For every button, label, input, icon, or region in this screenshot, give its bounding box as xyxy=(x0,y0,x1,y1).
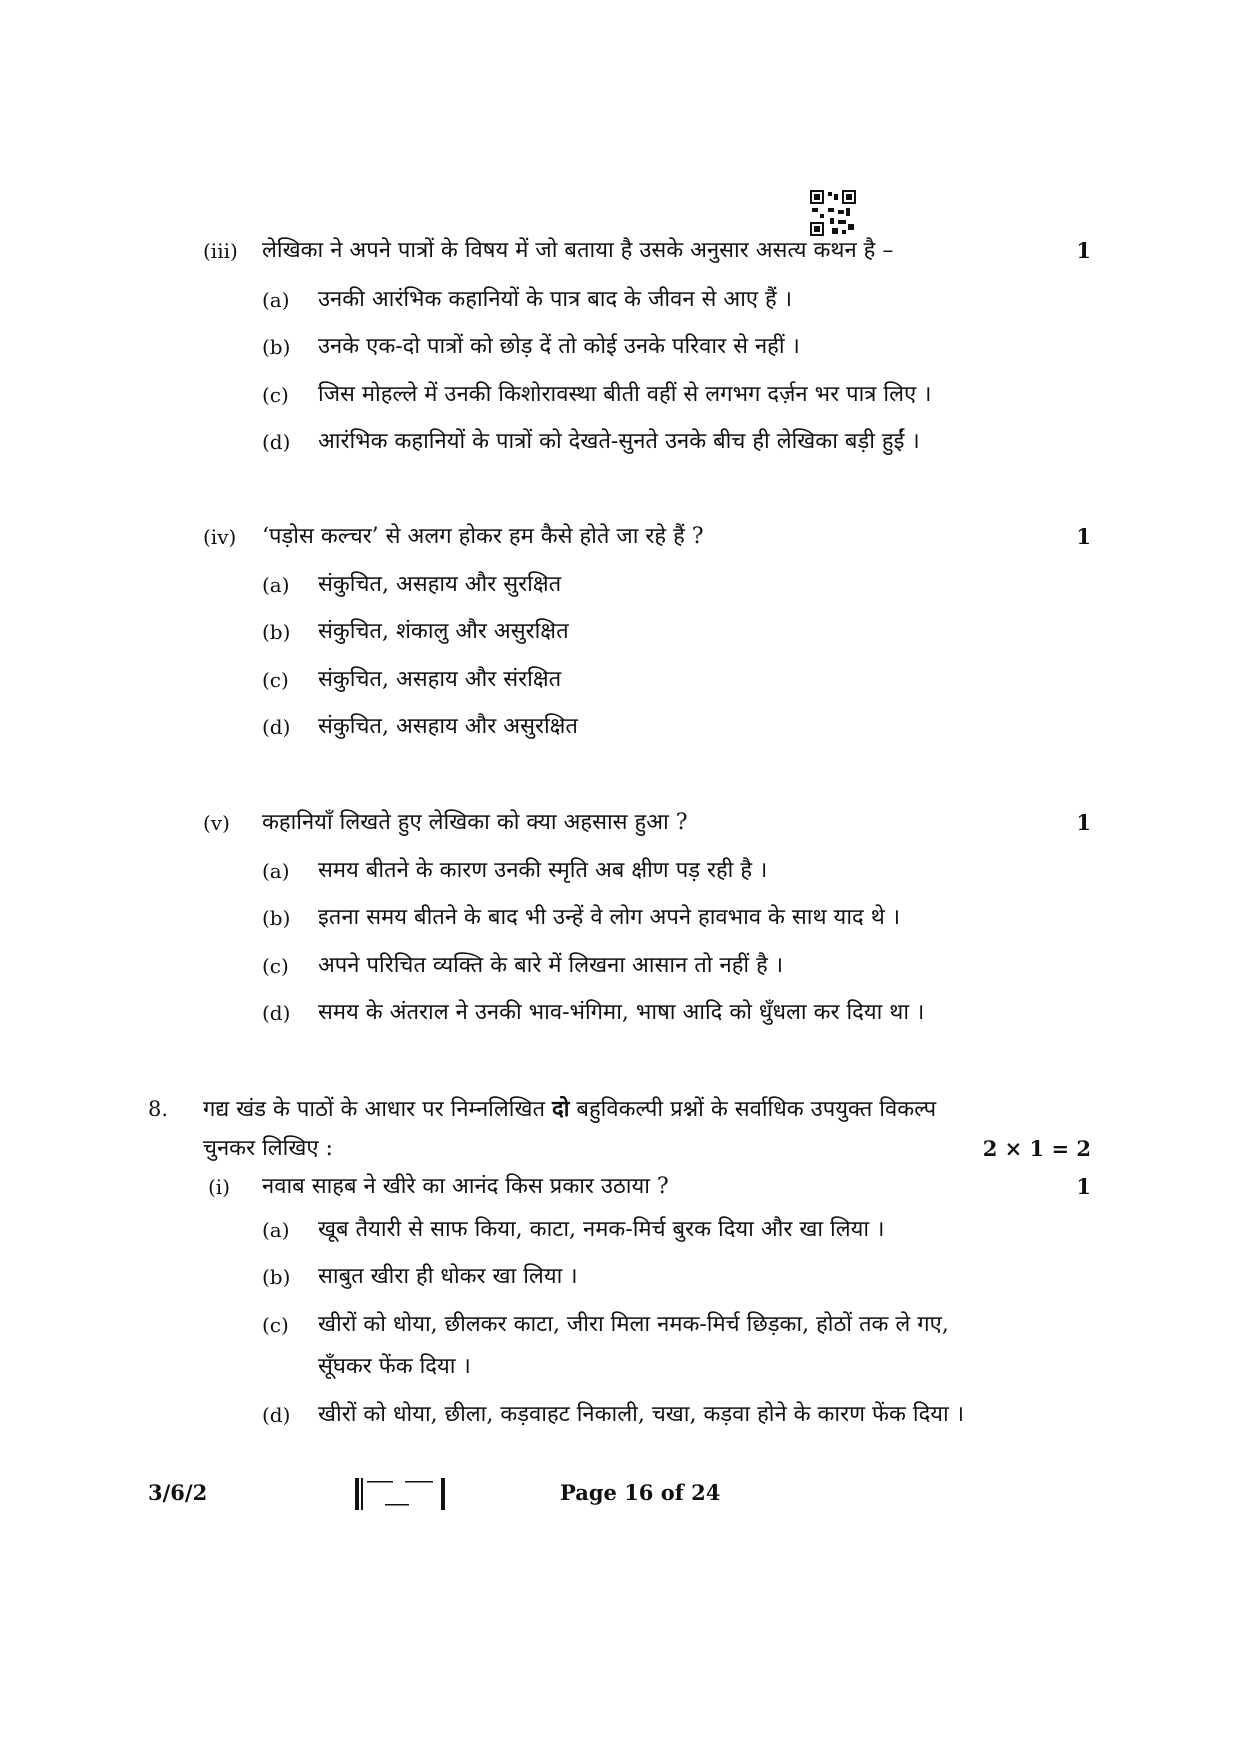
option-text: आरंभिक कहानियों के पात्रों को देखते-सुनते उनके बीच ही लेखिका बड़ी हुईं । xyxy=(318,429,920,454)
barcode-icon xyxy=(355,1478,447,1510)
paper-code: 3/6/2 xyxy=(148,1480,208,1505)
question-text: कहानियाँ लिखते हुए लेखिका को क्या अहसास हुआ ? xyxy=(262,810,688,835)
question-marks: 1 xyxy=(1076,1174,1091,1199)
option-text: संकुचित, असहाय और सुरक्षित xyxy=(318,572,562,597)
option-text: समय के अंतराल ने उनकी भाव-भंगिमा, भाषा आदि को धुँधला कर दिया था । xyxy=(318,1000,925,1025)
option-label: (b) xyxy=(262,335,291,359)
option-label: (b) xyxy=(262,1265,291,1289)
question-number: (iv) xyxy=(203,525,237,549)
option-label: (a) xyxy=(262,859,290,883)
question-text xyxy=(203,1094,936,1125)
option-text: साबुत खीरा ही धोकर खा लिया । xyxy=(318,1264,578,1289)
option-text: खीरों को धोया, छीलकर काटा, जीरा मिला नमक-मिर्च छिड़का, होठों तक ले गए, xyxy=(318,1312,949,1337)
question-marks: 1 xyxy=(1076,238,1091,263)
question-text-part: गद्य खंड के पाठों के आधार पर निम्नलिखित xyxy=(203,1097,553,1122)
option-label: (d) xyxy=(262,1001,291,1025)
question-text: ‘पड़ोस कल्चर’ से अलग होकर हम कैसे होते जा रहे हैं ? xyxy=(262,524,704,549)
option-text: समय बीतने के कारण उनकी स्मृति अब क्षीण पड़ रही है । xyxy=(318,858,768,883)
option-label: (a) xyxy=(262,1218,290,1242)
option-text: उनके एक-दो पात्रों को छोड़ दें तो कोई उनके परिवार से नहीं । xyxy=(318,334,800,359)
option-label: (c) xyxy=(262,954,289,978)
option-text: संकुचित, असहाय और संरक्षित xyxy=(318,667,562,692)
option-text: संकुचित, शंकालु और असुरक्षित xyxy=(318,619,569,644)
question-number: 8. xyxy=(148,1097,169,1121)
option-text: अपने परिचित व्यक्ति के बारे में लिखना आसान तो नहीं है । xyxy=(318,953,784,978)
option-text-continued: सूँघकर फेंक दिया । xyxy=(318,1354,471,1379)
option-text: खूब तैयारी से साफ किया, काटा, नमक-मिर्च बुरक दिया और खा लिया । xyxy=(318,1217,885,1242)
question-text: नवाब साहब ने खीरे का आनंद किस प्रकार उठाया ? xyxy=(262,1174,669,1199)
option-label: (b) xyxy=(262,620,291,644)
question-number: (iii) xyxy=(203,239,238,263)
question-marks: 2 × 1 = 2 xyxy=(982,1136,1091,1161)
option-text: संकुचित, असहाय और असुरक्षित xyxy=(318,714,578,739)
option-label: (c) xyxy=(262,668,289,692)
question-number: (i) xyxy=(208,1175,231,1199)
question-text-part: बहुविकल्पी प्रश्नों के सर्वाधिक उपयुक्त विकल्प xyxy=(569,1097,937,1122)
option-label: (c) xyxy=(262,383,289,407)
option-text: खीरों को धोया, छीला, कड़वाहट निकाली, चखा, कड़वा होने के कारण फेंक दिया । xyxy=(318,1402,965,1427)
option-label: (a) xyxy=(262,288,290,312)
question-marks: 1 xyxy=(1076,524,1091,549)
option-label: (b) xyxy=(262,906,291,930)
option-label: (d) xyxy=(262,715,291,739)
question-text-line2: चुनकर लिखिए : xyxy=(203,1136,333,1161)
option-label: (d) xyxy=(262,430,291,454)
question-text-bold: दो xyxy=(552,1096,570,1122)
option-text: इतना समय बीतने के बाद भी उन्हें वे लोग अपने हावभाव के साथ याद थे । xyxy=(318,905,901,930)
question-number: (v) xyxy=(203,811,230,835)
qr-code-icon xyxy=(810,190,856,236)
question-marks: 1 xyxy=(1076,810,1091,835)
option-text: उनकी आरंभिक कहानियों के पात्र बाद के जीवन से आए हैं । xyxy=(318,287,793,312)
question-text: लेखिका ने अपने पात्रों के विषय में जो बताया है उसके अनुसार असत्य कथन है – xyxy=(262,238,894,263)
option-label: (a) xyxy=(262,573,290,597)
page-number: Page 16 of 24 xyxy=(560,1480,721,1505)
option-text: जिस मोहल्ले में उनकी किशोरावस्था बीती वहीं से लगभग दर्ज़न भर पात्र लिए । xyxy=(318,382,932,407)
option-label: (c) xyxy=(262,1313,289,1337)
option-label: (d) xyxy=(262,1403,291,1427)
